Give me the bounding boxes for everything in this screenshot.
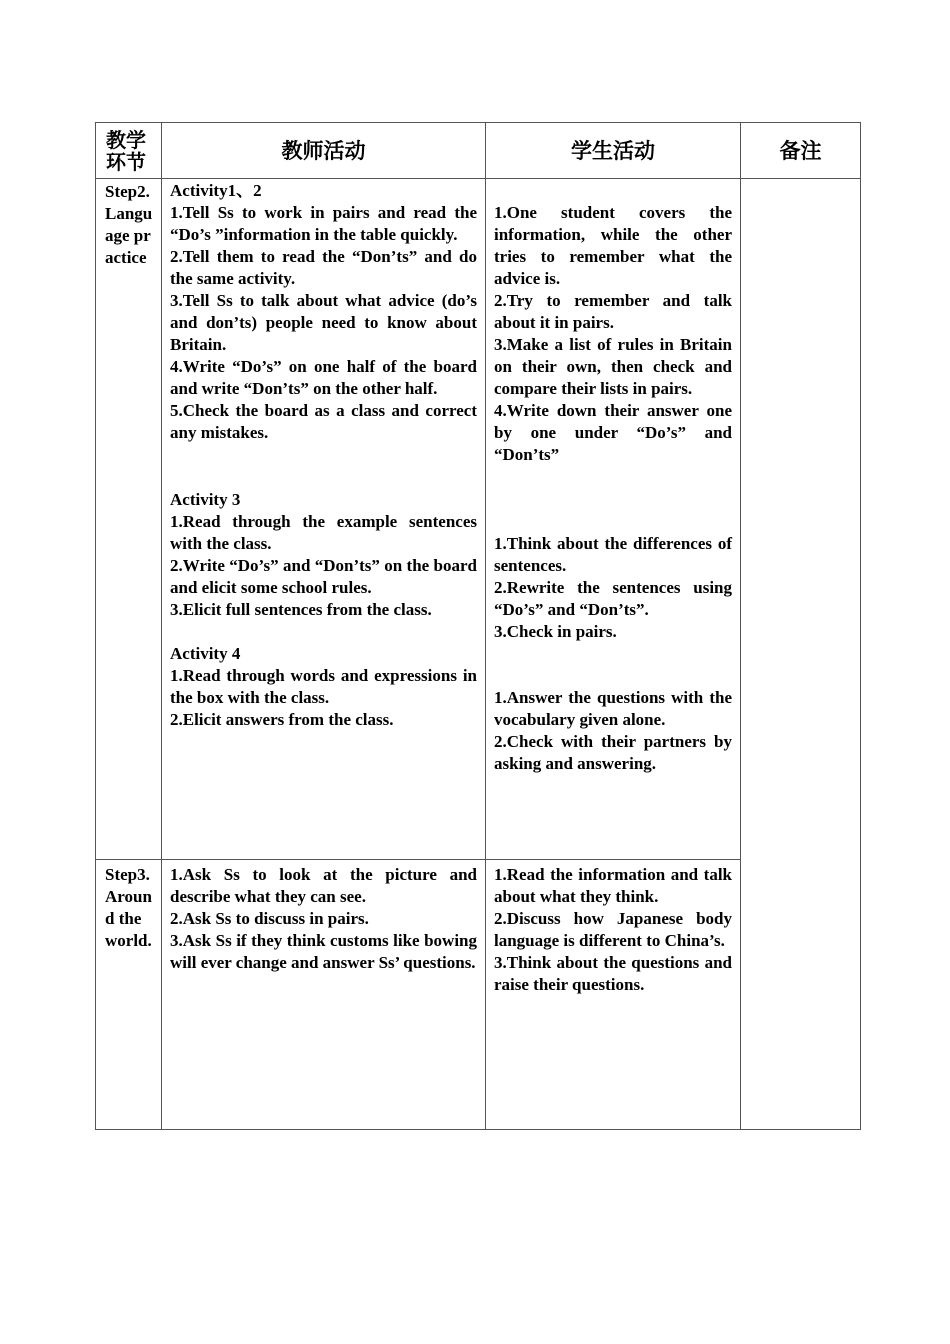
student-a3-item: 1.Think about the differences of sentences.	[494, 534, 732, 575]
student-a12-item: 3.Make a list of rules in Britain on their own, then check and compare their lists in pairs.	[494, 335, 732, 398]
student-a12-item: 4.Write down their answer one by one under “Do’s” and “Don’ts”	[494, 401, 732, 464]
step2-label: Step2. Language practice	[96, 179, 162, 860]
student-a3-item: 3.Check in pairs.	[494, 622, 617, 641]
step2-student-cell	[486, 179, 741, 860]
table-row-step2	[96, 179, 861, 860]
step3-student-cell	[486, 860, 741, 1130]
activity4-title: Activity 4	[170, 644, 241, 663]
notes-cell	[741, 179, 861, 1130]
student-a4-item: 1.Answer the questions with the vocabulary given alone.	[494, 688, 732, 729]
student-step3-item: 2.Discuss how Japanese body language is different to China’s.	[494, 909, 732, 950]
header-stage: 教学环节	[96, 123, 162, 179]
teacher-a3-item: 2.Write “Do’s” and “Don’ts” on the board and elicit some school rules.	[170, 556, 477, 597]
teacher-a3-item: 3.Elicit full sentences from the class.	[170, 600, 432, 619]
student-a4-item: 2.Check with their partners by asking and answering.	[494, 732, 732, 773]
teacher-step3-item: 2.Ask Ss to discuss in pairs.	[170, 909, 369, 928]
teacher-a3-item: 1.Read through the example sentences with the class.	[170, 512, 477, 553]
teacher-a12-item: 2.Tell them to read the “Don’ts” and do the same activity.	[170, 247, 477, 288]
teacher-step3-item: 3.Ask Ss if they think customs like bowing will ever change and answer Ss’ questions.	[170, 931, 477, 972]
step2-teacher-cell	[162, 179, 486, 860]
teacher-a12-item: 1.Tell Ss to work in pairs and read the “Do’s ”information in the table quickly.	[170, 203, 477, 244]
student-step3-item: 1.Read the information and talk about what they think.	[494, 865, 732, 906]
teacher-step3-item: 1.Ask Ss to look at the picture and describe what they can see.	[170, 865, 477, 906]
student-a12-item: 2.Try to remember and talk about it in pairs.	[494, 291, 732, 332]
teacher-a12-item: 3.Tell Ss to talk about what advice (do’s and don’ts) people need to know about Britain.	[170, 291, 477, 354]
step3-label: Step3. Around the world.	[96, 860, 162, 1130]
teacher-a12-item: 5.Check the board as a class and correct any mistakes.	[170, 401, 477, 442]
teacher-a4-item: 2.Elicit answers from the class.	[170, 710, 394, 729]
teacher-a12-item: 4.Write “Do’s” on one half of the board and write “Don’ts” on the other half.	[170, 357, 477, 398]
lesson-plan-table	[95, 122, 861, 1130]
step3-teacher-cell	[162, 860, 486, 1130]
student-a3-item: 2.Rewrite the sentences using “Do’s” and “Don’ts”.	[494, 578, 732, 619]
student-a12-item: 1.One student covers the information, while the other tries to remember what the advice is.	[494, 203, 732, 288]
header-student: 学生活动	[486, 123, 741, 179]
teacher-a4-item: 1.Read through words and expressions in the box with the class.	[170, 666, 477, 707]
activity3-title: Activity 3	[170, 490, 241, 509]
header-teacher: 教师活动	[162, 123, 486, 179]
header-notes: 备注	[741, 123, 861, 179]
header-row	[96, 123, 861, 179]
activity12-title: Activity1、2	[170, 181, 262, 200]
student-step3-item: 3.Think about the questions and raise their questions.	[494, 953, 732, 994]
